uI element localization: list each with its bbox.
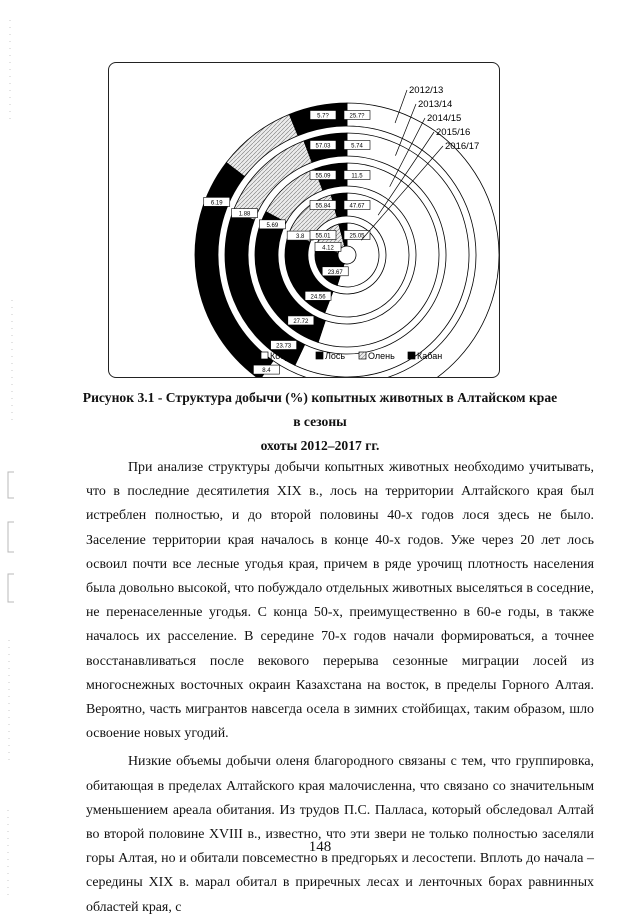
data-label-2013-14-3	[271, 341, 297, 350]
data-label-2016-17-4	[315, 242, 341, 251]
ring-label-2013-14: 2013/14	[418, 99, 453, 110]
ring-label-2012-13: 2012/13	[409, 85, 444, 96]
legend-swatch-лось	[316, 352, 323, 359]
svg-text:23.67: 23.67	[327, 269, 343, 276]
ring-2015-16	[285, 193, 409, 317]
page-number: 148	[308, 839, 332, 855]
figure-caption-line-2: охоты 2012–2017 гг.	[260, 438, 380, 453]
legend-swatch-олень	[359, 352, 366, 359]
data-label-2014-15-1	[310, 171, 336, 180]
data-label-2013-14-2	[344, 141, 370, 150]
data-label-2015-16-4	[287, 231, 313, 240]
data-label-2012-13-1	[310, 111, 336, 120]
legend-label-олень: Олень	[368, 351, 395, 361]
data-label-2015-16-1	[310, 201, 336, 210]
data-label-2013-14-4	[232, 209, 258, 218]
svg-text:57.03: 57.03	[315, 143, 331, 150]
ring-label-2014-15: 2014/15	[427, 113, 462, 124]
figure-caption-line-1: Рисунок 3.1 - Структура добычи (%) копытных животных в Алтайском крае в сезоны	[82, 390, 558, 429]
data-label-2016-17-1	[310, 231, 336, 240]
svg-text:1.88: 1.88	[238, 211, 251, 218]
data-label-2012-13-2	[344, 111, 370, 120]
svg-text:24.56: 24.56	[310, 294, 326, 301]
ring-label-2015-16: 2015/16	[436, 127, 471, 138]
legend-swatch-кабан	[408, 352, 415, 359]
data-label-2014-15-2	[344, 171, 370, 180]
svg-text:25.7?: 25.7?	[349, 113, 365, 120]
data-label-2016-17-3	[322, 267, 348, 276]
svg-text:23.73: 23.73	[276, 343, 292, 350]
svg-text:11.5: 11.5	[351, 173, 363, 180]
data-label-2014-15-3	[288, 316, 314, 325]
chart-frame	[108, 62, 500, 378]
legend-label-лось: Лось	[325, 351, 346, 361]
scan-margin-marks	[0, 0, 30, 905]
ring-label-2016-17: 2016/17	[445, 141, 480, 152]
svg-text:47.67: 47.67	[349, 203, 365, 210]
paragraph-2: Низкие объемы добычи оленя благородного связаны с тем, что группировка, обитающая в пределах Алтайского края малочисленна, что связано со значительным уменьшением ареала обитания. Из трудов П.С. Палласа, который обследовал Алтай во второй половине XVIII в., известно, что эти звери не только полностью заселяли горы Алтая, но и обитали повсеместно в предгорьях и лесостепи. Вплоть до начала – середины XIX в. марал обитал в приречных лесах и ленточных борах равнинных областей края, с	[86, 754, 594, 915]
svg-text:6.19: 6.19	[210, 200, 223, 207]
data-label-2012-13-4	[204, 197, 230, 206]
svg-text:55.01: 55.01	[315, 233, 331, 240]
data-label-2014-15-4	[259, 220, 285, 229]
data-label-2015-16-3	[305, 291, 331, 300]
paragraph-1: При анализе структуры добычи копытных животных необходимо учитывать, что в последние десятилетия XIX в., лось на территории Алтайского края был истреблен полностью, и до второй половины 40-х годов лося здесь не было. Заселение территории края началось в конце 40-х годов. Уже через 20 лет лось освоил почти все лесные угодья края, причем в ряде урочищ плотность населения была довольно высокой, что побуждало отдельных животных выселяться в соседние, не перенаселенные угодья. С конца 50-х, преимущественно в 60-е годы, в также началось их расселение. В середине 70-х годов начали формироваться, а точнее восстанавливаться после векового перерыва сезонные миграции лосей из многоснежных восточных окраин Казахстана на восток, в пределы Горного Алтая. Вероятно, часть мигрантов навсегда осела в зимних стойбищах, таким образом, шло освоение новых угодий.	[86, 460, 594, 742]
ring-chart	[109, 63, 499, 377]
svg-text:4.12: 4.12	[322, 245, 334, 252]
svg-text:55.84: 55.84	[315, 203, 331, 210]
svg-text:5.69: 5.69	[266, 222, 279, 229]
svg-text:3.8: 3.8	[296, 234, 305, 241]
legend-label-косуля: Косуля	[270, 351, 300, 361]
svg-text:8.4: 8.4	[262, 368, 271, 375]
svg-text:55.09: 55.09	[315, 173, 331, 180]
ring-2014-15	[255, 163, 439, 347]
svg-text:5.7?: 5.7?	[317, 113, 329, 120]
data-label-2015-16-2	[344, 201, 370, 210]
legend-swatch-косуля	[261, 352, 268, 359]
svg-text:25.05: 25.05	[349, 233, 365, 240]
svg-text:27.72: 27.72	[293, 318, 309, 325]
legend-label-кабан: Кабан	[417, 351, 443, 361]
data-label-2012-13-3	[253, 365, 279, 374]
figure-caption	[80, 386, 560, 458]
data-label-2013-14-1	[310, 141, 336, 150]
svg-text:5.74: 5.74	[351, 143, 363, 150]
